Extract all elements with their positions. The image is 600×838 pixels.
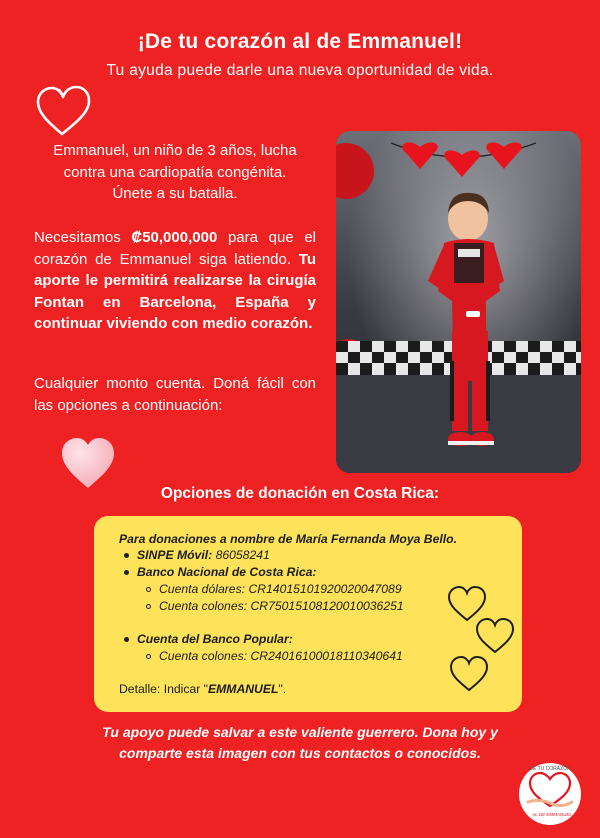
need-paragraph [34, 227, 316, 335]
bp-item [124, 632, 293, 646]
child-photo-illustration [336, 131, 581, 473]
bp-colones-item [146, 649, 403, 663]
any-amount-text: Cualquier monto cuenta. Doná fácil con las opciones a continuación: [34, 375, 316, 414]
logo-bottom-text: AL DE EMMANUEL [532, 812, 572, 817]
bn-label: Banco Nacional de Costa Rica: [137, 565, 317, 579]
bullet [124, 637, 129, 642]
bn-dollars-value[interactable]: CR14015101920020047089 [248, 582, 402, 596]
bp-label: Cuenta del Banco Popular: [137, 632, 293, 646]
footer-line: Tu apoyo puede salvar a este valiente guerrero. Dona hoy y [102, 724, 498, 740]
logo-top-text: DE TU CORAZÓN [529, 766, 571, 772]
donation-section-title: Opciones de donación en Costa Rica: [160, 485, 440, 502]
detail-suffix: ". [278, 682, 287, 696]
hand-heart-logo-icon [510, 758, 590, 828]
need-bold-text: Tu aporte le permitirá realizarse la cirugía Fontan en Barcelona, España y continuar viviendo con medio corazón. [34, 250, 316, 332]
bn-colones-item [146, 599, 404, 613]
bn-dollars-label: Cuenta dólares: [159, 582, 246, 596]
intro-line: Únete a su batalla. [112, 185, 238, 202]
intro-line: Emmanuel, un niño de 3 años, lucha [53, 142, 297, 159]
sinpe-value[interactable]: 86058241 [215, 548, 270, 562]
bn-colones-value[interactable]: CR75015108120010036251 [250, 599, 404, 613]
donation-recipient: Para donaciones a nombre de María Fernanda Moya Bello. [119, 532, 457, 546]
detail-value: EMMANUEL [208, 682, 279, 696]
page-title: ¡De tu corazón al de Emmanuel! [137, 30, 463, 53]
intro-text [30, 140, 320, 205]
bp-colones-label: Cuenta colones: [159, 649, 248, 663]
footer-line: comparte esta imagen con tus contactos o conocidos. [119, 745, 481, 761]
heart-outline-black-icon [448, 654, 490, 694]
bn-colones-label: Cuenta colones: [159, 599, 248, 613]
bn-dollars-item [146, 582, 402, 596]
need-prefix: Necesitamos [34, 229, 132, 246]
bullet [146, 604, 151, 609]
heart-pink-icon [60, 436, 116, 490]
sinpe-item [124, 548, 270, 562]
bullet [124, 570, 129, 575]
page-subtitle: Tu ayuda puede darle una nueva oportunidad de vida. [106, 62, 494, 79]
bullet [146, 587, 151, 592]
heart-outline-black-icon [474, 616, 516, 656]
bp-colones-value[interactable]: CR24016100018110340641 [250, 649, 403, 663]
sinpe-label: SINPE Móvil: [137, 548, 213, 562]
heart-outline-icon [34, 84, 92, 138]
intro-line: contra una cardiopatía congénita. [63, 163, 287, 181]
need-middle: para que el corazón de Emmanuel siga latiendo. [34, 229, 316, 268]
detail-line [119, 682, 286, 696]
bn-item [124, 565, 316, 579]
child-photo [336, 131, 581, 473]
need-amount: ₡50,000,000 [131, 229, 218, 246]
bullet [146, 654, 151, 659]
bullet [124, 553, 129, 558]
detail-prefix: Detalle: Indicar " [119, 682, 209, 696]
donation-box [94, 516, 522, 712]
